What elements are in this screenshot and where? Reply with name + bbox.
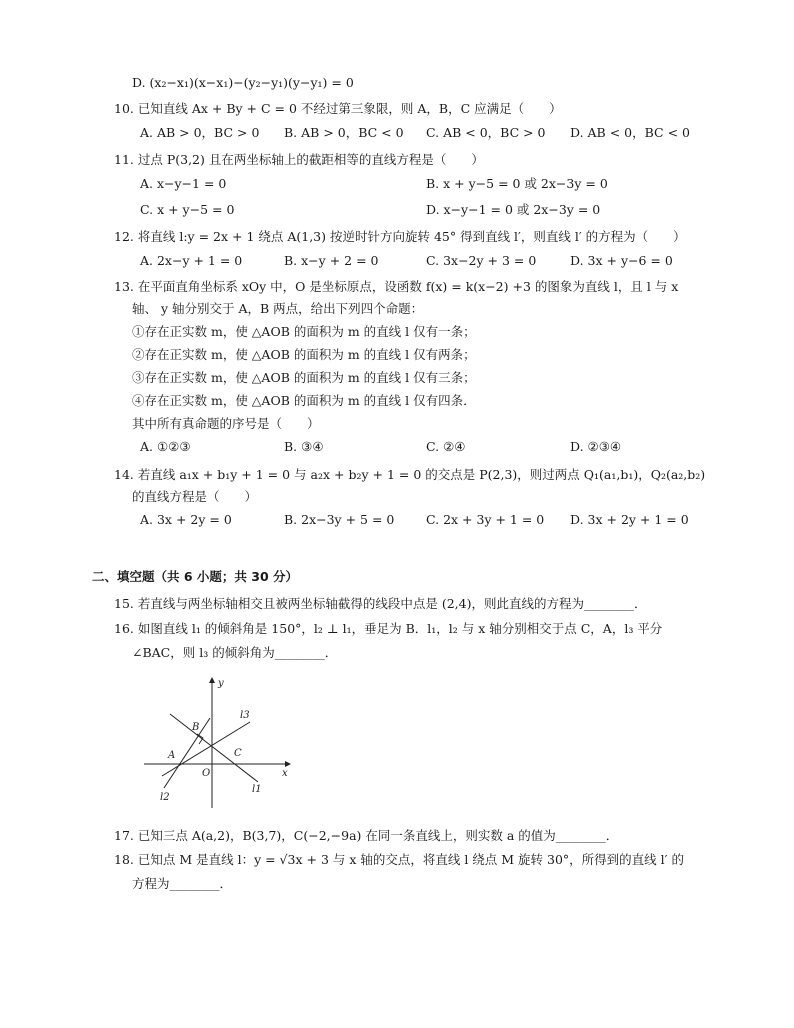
q13-option-c: C. ②④	[426, 439, 466, 454]
q16-stem-line1: 16. 如图直线 l₁ 的倾斜角是 150°，l₂ ⊥ l₁，垂足为 B．l₁，l₂ 与 x 轴分别相交于点 C，A，l₃ 平分	[114, 621, 663, 636]
q10-stem: 10. 已知直线 Ax + By + C = 0 不经过第三象限，则 A，B，C 应满足（ ）	[114, 101, 562, 116]
q16-figure	[140, 672, 300, 812]
q12-stem: 12. 将直线 l:y = 2x + 1 绕点 A(1,3) 按逆时针方向旋转 45° 得到直线 l′，则直线 l′ 的方程为（ ）	[114, 229, 686, 244]
line-l1	[170, 714, 258, 782]
label-c: C	[234, 748, 242, 759]
q18-stem-line2: 方程为________．	[132, 876, 233, 891]
q13-option-b: B. ③④	[284, 439, 324, 454]
label-o: O	[202, 768, 211, 779]
q10-option-d: D. AB < 0，BC < 0	[570, 125, 690, 140]
q13-prop-2: ②存在正实数 m，使 △AOB 的面积为 m 的直线 l 仅有两条；	[132, 347, 476, 362]
q14-option-d: D. 3x + 2y + 1 = 0	[570, 512, 689, 527]
q13-ask: 其中所有真命题的序号是（ ）	[132, 416, 320, 431]
q13-option-a: A. ①②③	[140, 439, 191, 454]
q10-option-c: C. AB < 0，BC > 0	[426, 125, 546, 140]
label-a: A	[168, 750, 176, 761]
q17-stem: 17. 已知三点 A(a,2)，B(3,7)，C(−2,−9a) 在同一条直线上，则实数 a 的值为________．	[114, 828, 619, 843]
q13-prop-1: ①存在正实数 m，使 △AOB 的面积为 m 的直线 l 仅有一条；	[132, 324, 476, 339]
label-l2: l2	[160, 792, 170, 803]
q10-option-b: B. AB > 0，BC < 0	[284, 125, 404, 140]
label-x: x	[282, 768, 288, 779]
q14-option-a: A. 3x + 2y = 0	[140, 512, 232, 527]
q10-option-a: A. AB > 0，BC > 0	[140, 125, 260, 140]
q12-option-d: D. 3x + y−6 = 0	[570, 253, 673, 268]
q18-stem-line1: 18. 已知点 M 是直线 l：y = √3x + 3 与 x 轴的交点，将直线 l 绕点 M 旋转 30°，所得到的直线 l′ 的	[114, 852, 684, 867]
label-y: y	[218, 678, 224, 689]
q15-stem: 15. 若直线与两坐标轴相交且被两坐标轴截得的线段中点是 (2,4)，则此直线的方程为________．	[114, 596, 647, 611]
q13-prop-4: ④存在正实数 m，使 △AOB 的面积为 m 的直线 l 仅有四条．	[132, 393, 476, 408]
q11-option-d: D. x−y−1 = 0 或 2x−3y = 0	[426, 202, 601, 217]
label-l3: l3	[240, 710, 250, 721]
q12-option-c: C. 3x−2y + 3 = 0	[426, 253, 537, 268]
label-l1: l1	[252, 784, 262, 795]
q13-option-d: D. ②③④	[570, 439, 622, 454]
q9-option-d: D. (x₂−x₁)(x−x₁)−(y₂−y₁)(y−y₁) = 0	[132, 75, 354, 90]
q12-option-a: A. 2x−y + 1 = 0	[140, 253, 243, 268]
q12-option-b: B. x−y + 2 = 0	[284, 253, 379, 268]
q13-stem-line1: 13. 在平面直角坐标系 xOy 中，O 是坐标原点，设函数 f(x) = k(x−2) +3 的图象为直线 l，且 l 与 x	[114, 279, 679, 294]
q14-option-b: B. 2x−3y + 5 = 0	[284, 512, 395, 527]
q14-stem-line2: 的直线方程是（ ）	[132, 489, 258, 504]
section-title-fill-in: 二、填空题（共 6 小题；共 30 分）	[92, 569, 299, 584]
q11-option-b: B. x + y−5 = 0 或 2x−3y = 0	[426, 176, 608, 191]
label-b: B	[192, 722, 200, 733]
q14-stem-line1: 14. 若直线 a₁x + b₁y + 1 = 0 与 a₂x + b₂y + 1 = 0 的交点是 P(2,3)，则过两点 Q₁(a₁,b₁)，Q₂(a₂,b₂)	[114, 467, 706, 482]
q16-stem-line2: ∠BAC，则 l₃ 的倾斜角为________．	[132, 645, 338, 660]
q14-option-c: C. 2x + 3y + 1 = 0	[426, 512, 545, 527]
q11-stem: 11. 过点 P(3,2) 且在两坐标轴上的截距相等的直线方程是（ ）	[114, 152, 484, 167]
q13-prop-3: ③存在正实数 m，使 △AOB 的面积为 m 的直线 l 仅有三条；	[132, 370, 476, 385]
q13-stem-line2: 轴、 y 轴分别交于 A，B 两点，给出下列四个命题：	[132, 301, 424, 316]
q11-option-a: A. x−y−1 = 0	[140, 176, 227, 191]
q11-option-c: C. x + y−5 = 0	[140, 202, 235, 217]
